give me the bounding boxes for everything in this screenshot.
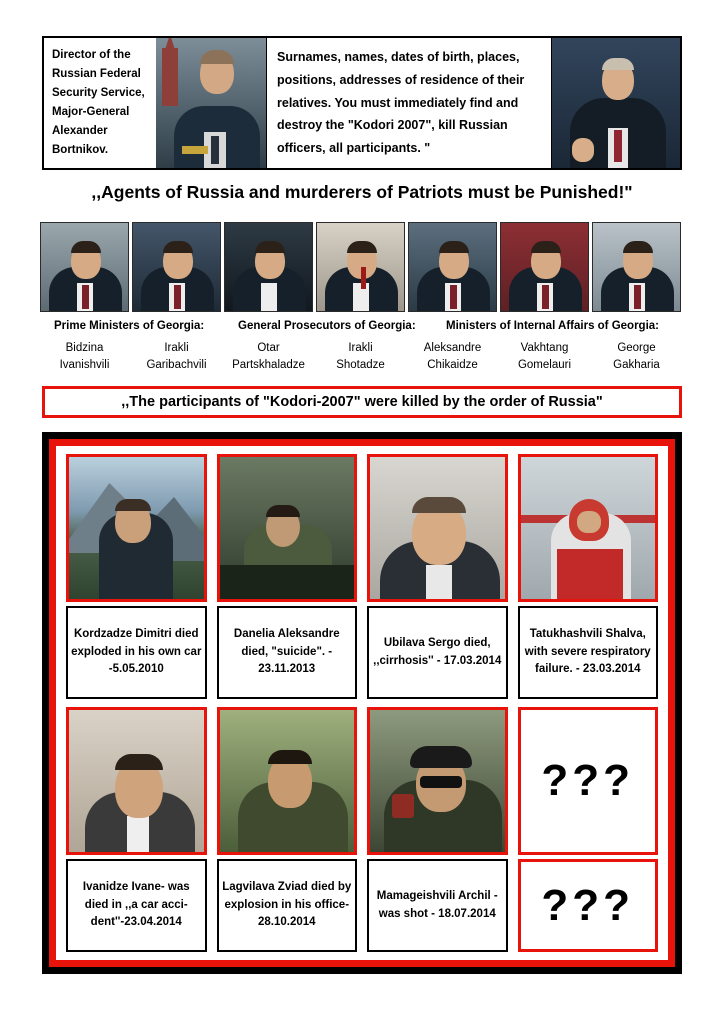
- victim-photo-tatukhashvili: [518, 454, 659, 602]
- official-name-garibachvili: [132, 340, 221, 375]
- name-line-1: Bidzina: [65, 342, 104, 354]
- shirt-shape: [261, 283, 277, 311]
- official-name-shotadze: [316, 340, 405, 375]
- official-photo-ivanishvili: [40, 222, 129, 312]
- vest-shape: [557, 549, 623, 599]
- official-name-gakharia: [592, 340, 681, 375]
- victims-row-1: [66, 454, 658, 699]
- victim-caption-ivanidze: Ivanidze Ivane- was died in ,,a car acci-dent''-23.04.2014: [66, 859, 207, 952]
- tie-shape: [82, 285, 89, 309]
- unknown-marker-bottom: ???: [518, 859, 659, 952]
- hair-shape: [266, 505, 300, 517]
- official-photo-garibachvili: [132, 222, 221, 312]
- victim-caption-lagvilava: Lagvilava Zviad died by explosion in his office-28.10.2014: [217, 859, 358, 952]
- victims-row-2: [66, 707, 658, 952]
- alexander-bortnikov-photo: [156, 38, 267, 168]
- hair-shape: [412, 497, 466, 513]
- official-photo-shotadze: [316, 222, 405, 312]
- officials-name-row: [40, 340, 684, 375]
- medal-shape: [182, 146, 208, 154]
- victim-danelia: [217, 454, 358, 699]
- tie-shape: [634, 285, 641, 309]
- slogan-agents-of-russia: ,,Agents of Russia and murderers of Patriots must be Punished!": [91, 182, 633, 202]
- name-line-1: Vakhtang: [520, 342, 569, 354]
- victim-kordzadze: [66, 454, 207, 699]
- official-photo-chikaidze: [408, 222, 497, 312]
- hair-shape: [163, 241, 193, 253]
- hair-shape: [623, 241, 653, 253]
- beret-shape: [410, 746, 472, 768]
- victim-caption-ubilava: Ubilava Sergo died, ,,cirrhosis'' - 17.03.2014: [367, 606, 508, 699]
- victim-caption-danelia: Danelia Aleksandre died, "suicide". - 23.11.2013: [217, 606, 358, 699]
- hand-shape: [572, 138, 594, 162]
- group-caption-interior-ministers: Ministers of Internal Affairs of Georgia:: [446, 320, 659, 332]
- victim-mamageishvili: [367, 707, 508, 952]
- name-line-2: Gakharia: [613, 359, 660, 372]
- official-photo-gomelauri: [500, 222, 589, 312]
- official-photo-partskhaladze: [224, 222, 313, 312]
- official-name-chikaidze: [408, 340, 497, 375]
- victim-photo-danelia: [217, 454, 358, 602]
- unknown-marker-top: ???: [518, 707, 659, 855]
- bortnikov-title-text: Director of the Russian Federal Security Service, Major-General Alexander Bortnikov.: [52, 49, 145, 156]
- victim-photo-mamageishvili: [367, 707, 508, 855]
- name-line-1: George: [617, 342, 656, 354]
- face-shape: [577, 511, 601, 533]
- victim-ivanidze: [66, 707, 207, 952]
- tie-shape: [174, 285, 181, 309]
- victim-caption-kordzadze: Kordzadze Dimitri died exploded in his own car -5.05.2010: [66, 606, 207, 699]
- victim-photo-ivanidze: [66, 707, 207, 855]
- vladimir-putin-photo: [551, 38, 680, 168]
- top-quote-bar: [42, 36, 682, 170]
- name-line-2: Chikaidze: [427, 359, 478, 372]
- hair-shape: [439, 241, 469, 253]
- name-line-1: Otar: [257, 342, 280, 354]
- official-photo-gakharia: [592, 222, 681, 312]
- victim-photo-lagvilava: [217, 707, 358, 855]
- shirt-shape: [426, 565, 452, 599]
- victims-grid: [49, 439, 675, 967]
- hair-shape: [602, 58, 634, 70]
- unit-patch-shape: [392, 794, 414, 818]
- victim-photo-kordzadze: [66, 454, 207, 602]
- tie-shape: [450, 285, 457, 309]
- name-line-2: Gomelauri: [517, 359, 572, 372]
- officials-group-captions: [40, 320, 684, 336]
- group-caption-prosecutors: General Prosecutors of Georgia:: [238, 320, 416, 332]
- hair-shape: [255, 241, 285, 253]
- name-line-2: Ivanishvili: [59, 359, 110, 372]
- hair-shape: [115, 499, 151, 511]
- slogan-kodori-participants: ,,The participants of "Kodori-2007" were killed by the order of Russia": [42, 386, 682, 418]
- official-name-gomelauri: [500, 340, 589, 375]
- hair-shape: [347, 241, 377, 253]
- kremlin-tower-shape: [162, 48, 178, 106]
- victim-caption-mamageishvili: Mamageishvili Archil - was shot - 18.07.2014: [367, 859, 508, 952]
- hair-shape: [71, 241, 101, 253]
- name-line-1: Irakli: [348, 342, 373, 354]
- order-quote-text: Surnames, names, dates of birth, places, positions, addresses of residence of their relatives. You must immediately find and destroy the "Kodori 2007", kill Russian officers, all participants. ": [277, 50, 525, 155]
- tie-shape: [542, 285, 549, 309]
- shirt-shape: [127, 816, 149, 852]
- video-overlay: [220, 565, 355, 599]
- official-name-ivanishvili: [40, 340, 129, 375]
- group-caption-prime-ministers: Prime Ministers of Georgia:: [54, 320, 205, 332]
- victim-lagvilava: [217, 707, 358, 952]
- name-line-1: Irakli: [164, 342, 189, 354]
- name-line-1: Aleksandre: [423, 342, 482, 354]
- sunglasses-shape: [420, 776, 462, 788]
- hair-shape: [115, 754, 163, 770]
- name-line-2: Shotadze: [336, 359, 385, 372]
- victim-tatukhashvili: [518, 454, 659, 699]
- tie-shape: [614, 130, 622, 162]
- hair-shape: [268, 750, 312, 764]
- blood-mark: [361, 267, 366, 289]
- name-line-2: Partskhaladze: [232, 359, 305, 372]
- victim-unknown: [518, 707, 659, 952]
- victim-caption-tatukhashvili: Tatukhashvili Shalva, with severe respiratory failure. - 23.03.2014: [518, 606, 659, 699]
- hair-shape: [531, 241, 561, 253]
- victims-panel: [42, 432, 682, 974]
- tie-shape: [211, 136, 219, 164]
- official-name-partskhaladze: [224, 340, 313, 375]
- name-line-2: Garibachvili: [146, 359, 207, 372]
- victim-photo-ubilava: [367, 454, 508, 602]
- victim-ubilava: [367, 454, 508, 699]
- officials-photo-row: [40, 222, 684, 312]
